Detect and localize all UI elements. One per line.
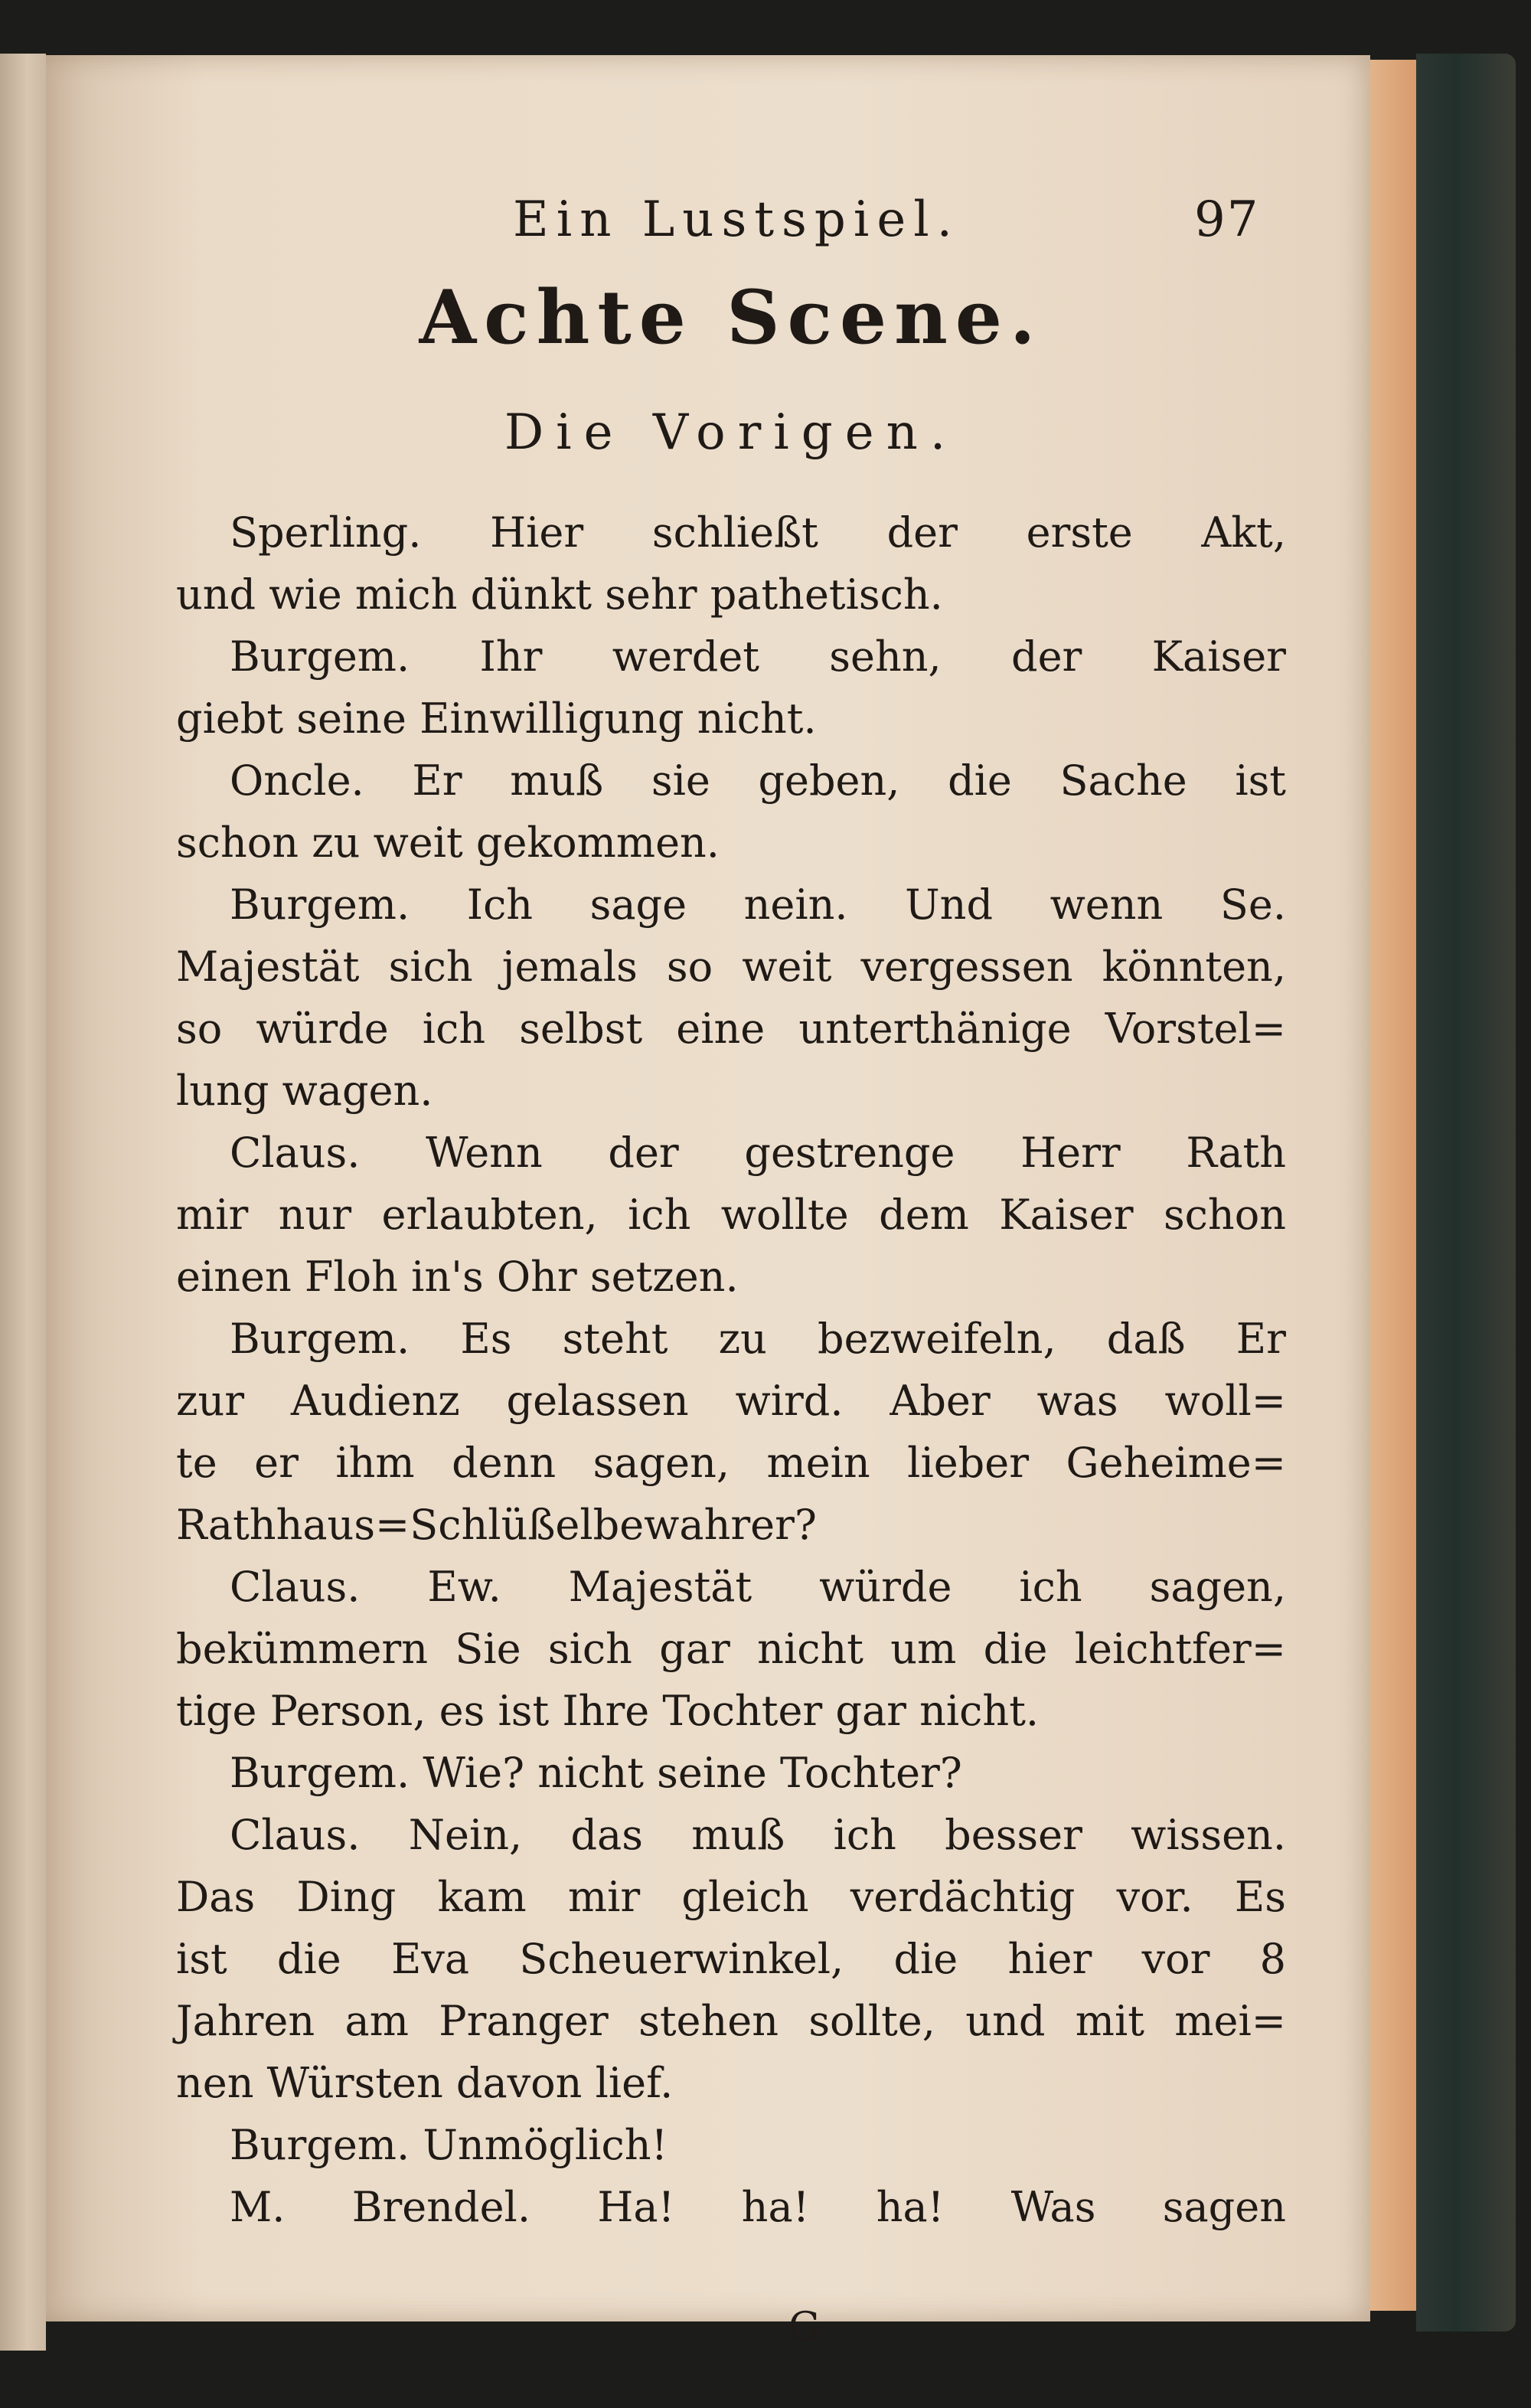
text-line: so würde ich selbst eine unterthänige Vorstel=: [176, 1005, 1286, 1053]
left-page-edge: [0, 54, 46, 2351]
text-line: ist die Eva Scheuerwinkel, die hier vor 8: [176, 1935, 1286, 1983]
page-number: 97: [1194, 191, 1260, 248]
text-line: Burgem. Es steht zu bezweifeln, daß Er: [230, 1315, 1286, 1363]
text-line: Burgem. Wie? nicht seine Tochter?: [230, 1749, 962, 1797]
text-line: schon zu weit gekommen.: [176, 818, 720, 867]
text-line: nen Würsten davon lief.: [176, 2059, 674, 2107]
text-line: giebt seine Einwilligung nicht.: [176, 694, 817, 743]
text-line: und wie mich dünkt sehr pathetisch.: [176, 570, 943, 619]
text-line: Claus. Nein, das muß ich besser wissen.: [230, 1811, 1286, 1859]
cast-list: Die Vorigen.: [504, 404, 958, 461]
scene-title: Achte Scene.: [419, 274, 1043, 361]
text-line: Burgem. Ihr werdet sehn, der Kaiser: [230, 632, 1286, 681]
running-title: Ein Lustspiel.: [513, 191, 960, 248]
text-line: bekümmern Sie sich gar nicht um die leichtfer=: [176, 1625, 1286, 1673]
text-line: mir nur erlaubten, ich wollte dem Kaiser schon: [176, 1191, 1286, 1239]
running-head: [176, 176, 1286, 253]
text-line: M. Brendel. Ha! ha! ha! Was sagen: [230, 2183, 1286, 2231]
book-cover: [1416, 54, 1516, 2331]
text-line: zur Audienz gelassen wird. Aber was woll=: [176, 1377, 1286, 1425]
text-line: Jahren am Pranger stehen sollte, und mit mei=: [176, 1997, 1286, 2045]
text-line: tige Person, es ist Ihre Tochter gar nicht.: [176, 1687, 1040, 1735]
text-line: Rathhaus=Schlüßelbewahrer?: [176, 1501, 817, 1549]
page-fore-edge: [1370, 60, 1416, 2311]
text-line: Burgem. Ich sage nein. Und wenn Se.: [230, 881, 1286, 929]
text-line: Oncle. Er muß sie geben, die Sache ist: [230, 756, 1286, 805]
page-text: [176, 176, 1286, 2238]
text-line: Majestät sich jemals so weit vergessen könnten,: [176, 943, 1286, 991]
text-line: te er ihm denn sagen, mein lieber Geheime=: [176, 1439, 1286, 1487]
text-line: einen Floh in's Ohr setzen.: [176, 1253, 739, 1301]
text-line: lung wagen.: [176, 1067, 433, 1115]
text-line: Burgem. Unmöglich!: [230, 2121, 668, 2169]
text-line: Claus. Ew. Majestät würde ich sagen,: [230, 1563, 1286, 1611]
text-line: Claus. Wenn der gestrenge Herr Rath: [230, 1129, 1286, 1177]
dialogue-lines: [176, 502, 1286, 2238]
signature-mark: G: [788, 2305, 821, 2351]
text-line: Sperling. Hier schließt der erste Akt,: [230, 508, 1286, 557]
text-line: Das Ding kam mir gleich verdächtig vor. Es: [176, 1873, 1286, 1921]
